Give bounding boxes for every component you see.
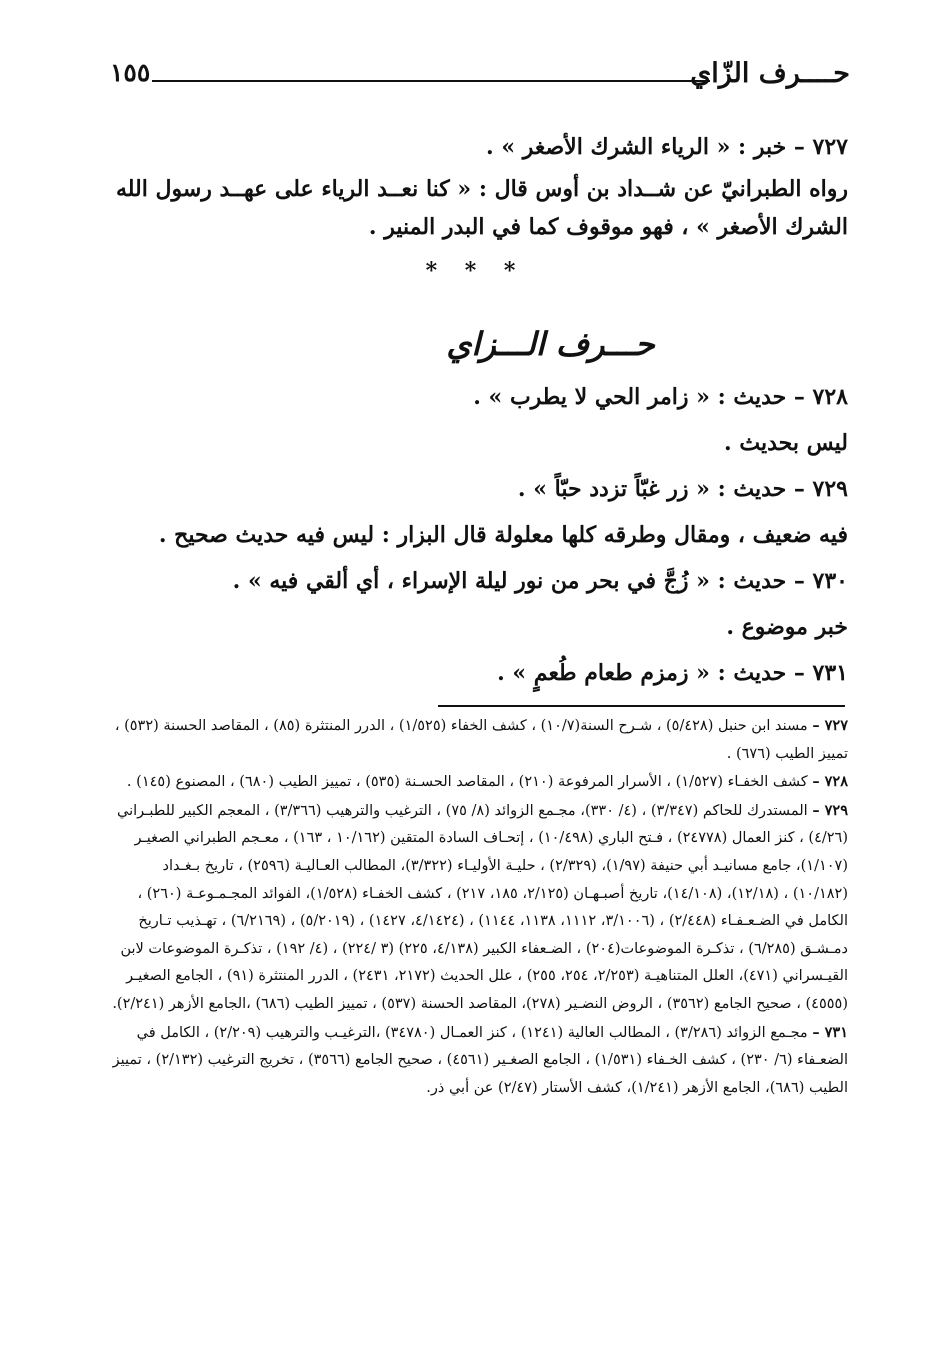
footnote-number: ٧٢٨ –: [812, 773, 848, 791]
section-title: حـــرف الـــزاي: [446, 325, 655, 363]
footnote-number: ٧٢٧ –: [812, 717, 848, 734]
footnotes: [103, 712, 848, 1102]
footnote-731: [103, 1019, 848, 1103]
section-separator-stars: * * *: [425, 258, 526, 284]
entry-727-title: ٧٢٧ – خبر : « الرياء الشرك الأصغر » .: [486, 134, 848, 160]
footnote-number: ٧٣١ –: [812, 1023, 848, 1041]
footnote-text: مسند ابن حنبل (٥/٤٢٨) ، شـرح السنة(١٠/٧) ، كشف الخفاء (١/٥٢٥) ، الدرر المنتثرة (٨٥) ، المقاصد الحسنة (٥٣٢) ، تمييز الطيب (٦٧٦) .: [114, 718, 848, 762]
footnote-728: [103, 768, 848, 797]
entry-727-body-line-2: الشرك الأصغر » ، فهو موقوف كما في البدر المنير .: [368, 214, 848, 240]
footnote-text: كشف الخفـاء (١/٥٢٧) ، الأسرار المرفوعة (٢١٠) ، المقاصد الحسـنة (٥٣٥) ، تمييز الطيب (٦٨٠) ، المصنوع (١٤٥) .: [126, 774, 808, 791]
footnote-727: [103, 712, 848, 768]
footnote-number: ٧٢٩ –: [812, 801, 848, 819]
entry-line: ٧٣١ – حديث : « زمزم طعام طُعمٍ » .: [497, 660, 848, 686]
footnote-text: مجـمع الزوائد (٣/٢٨٦) ، المطالب العالية (١٢٤١) ، كنز العمـال (٣٤٧٨٠) ،الترغيـب والترهيب (٢/٢٠٩) ، الكامل في الضعـفاء (٦/ ٢٣٠) ، كشف الخـفاء (١/٥٣١) ، الجامع الصغـير (٤٥٦١) ، صحيح الجامع (٣٥٦٦) ، تخريج الترغيب (٢/١٣٢) ، تمييز الطيب (٦٨٦)، الجامع الأزهر (١/٢٤١)، كشف الأستار (٢/٤٧) عن أبي ذر.: [112, 1024, 848, 1096]
footnote-729: [103, 797, 848, 1019]
entry-727-body-line-1: رواه الطبرانيّ عن شــداد بن أوس قال : « كنا نعــد الرياء على عهــد رسول الله: [115, 176, 848, 202]
entry-line: ٧٢٨ – حديث : « زامر الحي لا يطرب » .: [473, 384, 848, 410]
entry-line: ٧٣٠ – حديث : « زُجَّ في بحر من نور ليلة الإسراء ، أي ألقي فيه » .: [232, 568, 848, 594]
entry-line: ليس بحديث .: [724, 430, 848, 456]
page-number: ١٥٥: [110, 58, 151, 87]
entry-line: خبر موضوع .: [726, 614, 848, 640]
header-title: حــــرف الزّاي: [690, 58, 850, 89]
entry-line: ٧٢٩ – حديث : « زر غبّاً تزدد حبّاً » .: [517, 476, 848, 502]
header-rule: [152, 80, 710, 82]
entry-line: فيه ضعيف ، ومقال وطرقه كلها معلولة قال البزار : ليس فيه حديث صحيح .: [158, 522, 848, 548]
main-text: [103, 128, 848, 700]
running-header: [110, 58, 850, 98]
footnote-rule: [438, 705, 845, 707]
footnote-text: المستدرك للحاكم (٣/٣٤٧) ، (٤/ ٣٣٠)، مجـمع الزوائد (٨/ ٧٥) ، الترغيب والترهيب (٣/٣٦٦) ، المعجم الكبير للطبـراني (٤/٢٦) ، كنز العمال (٢٤٧٧٨) ، فـتح الباري (١٠/٤٩٨) ، إتحـاف السادة المتقين (١٠/١٦٢ ، ١٦٣) ، معـجم الطبراني الصغيـر (١/١٠٧)، جامع مسانيـد أبي حنيفة (١/٩٧)، (٢/٣٢٩) ، حليـة الأوليـاء (٣/٣٢٢)، المطالب العـاليـة (٢٥٩٦) ، تاريخ بـغـداد (١٠/١٨٢) ، (١٢/١٨)، (١٤/١٠٨)، تاريخ أصبـهـان (٢/١٢٥، ١٨٥، ٢١٧) ، كشف الخفـاء (١/٥٢٨)، الفوائد المجـمـوعـة (٢٦٠) ، الكامل في الضـعـفـاء (٢/٤٤٨) ، (٣/١٠٠٦، ١١١٢، ١١٣٨، ١١٤٤) ، (٤/١٤٢٤، ١٤٢٧) ، (٥/٢٠١٩) ، (٦/٢١٦٩) ، تهـذيب تـاريخ دمـشـق (٦/٢٨٥) ، تذكـرة الموضوعات(٢٠٤) ، الضـعفاء الكبير (٤/١٣٨، ٢٢٥) (٣ /٢٢٤) ، (٤/ ١٩٢) ، تذكـرة الموضوعات لابن القيـسراني (٤٧١)، العلل المتناهيـة (٢/٢٥٣، ٢٥٤، ٢٥٥) ، علل الحديث (٢١٧٢، ٢٤٣١) ، الدرر المنتثرة (٩١) ، الجامع الصغيـر (٤٥٥٥) ، صحيح الجامع (٣٥٦٢) ، الروض النضـير (٢٧٨)، المقاصد الحسنة (٥٣٧) ، تمييز الطيب (٦٨٦) ،الجامع الأزهر (٢/٢٤١).: [112, 802, 848, 1012]
